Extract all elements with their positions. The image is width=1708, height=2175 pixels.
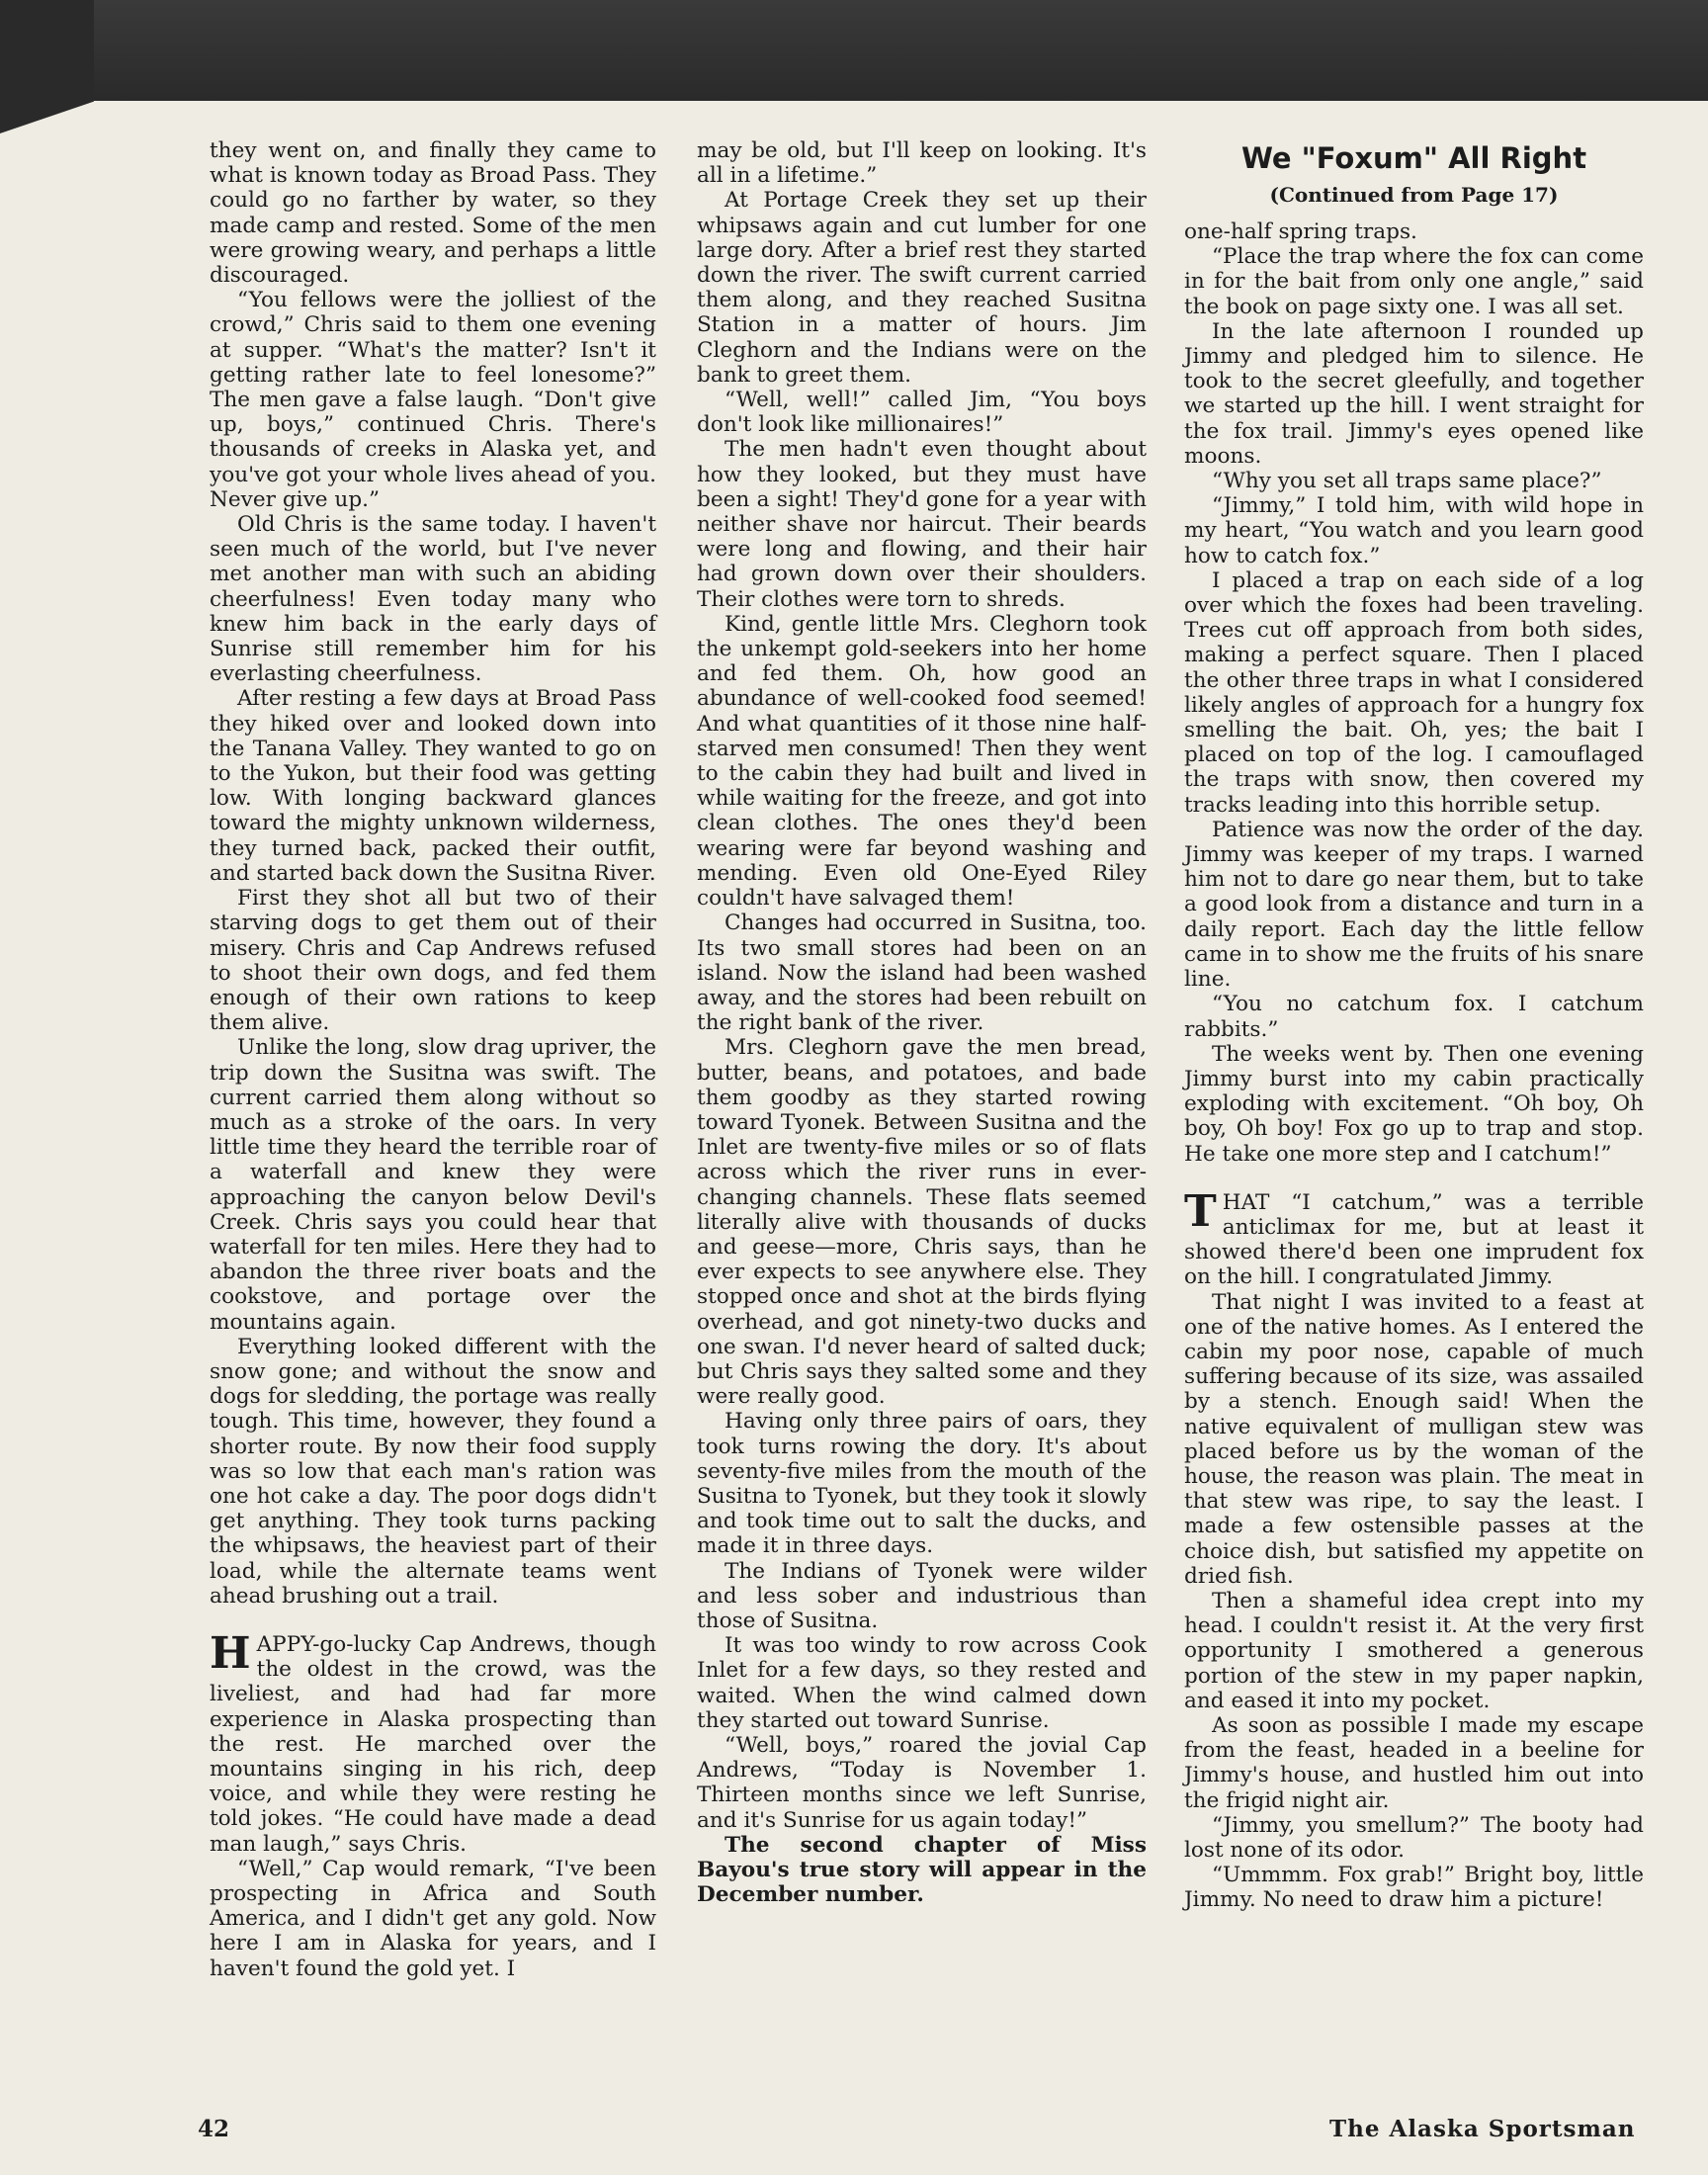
paragraph: Having only three pairs of oars, they took turns rowing the dory. It's about seventy-five miles from the mouth of the Susitna to Tyonek, but they took it slowly and took time out to salt the ducks, and made it in three days. — [697, 1409, 1147, 1559]
paragraph: That night I was invited to a feast at one of the native homes. As I entered the cabin my poor nose, capable of much suffering because of its size, was assailed by a stench. Enough said! When the native equivalent of mulligan stew was placed before us by the woman of the house, the reason was plain. The meat in that stew was ripe, to say the least. I made a few ostensible passes at the choice dish, but satisfied my appetite on dried fish. — [1184, 1289, 1644, 1589]
paragraph: Unlike the long, slow drag upriver, the trip down the Susitna was swift. The current carried them along without so much as a stroke of the oars. In very little time they heard the terrible roar of a waterfall and knew they were approaching the canyon below Devil's Creek. Chris says you could hear that waterfall for ten miles. Here they had to abandon the three river boats and the cookstove, and portage over the mountains again. — [210, 1035, 656, 1335]
paragraph: Patience was now the order of the day. Jimmy was keeper of my traps. I warned him not to dare go near them, but to take a good look from a distance and turn in a daily report. Each day the little fellow came in to show me the fruits of his snare line. — [1184, 817, 1644, 993]
paragraph: one-half spring traps. — [1184, 219, 1417, 244]
drop-cap: T — [1184, 1185, 1217, 1237]
paragraph: they went on, and finally they came to what is known today as Broad Pass. They could go no farther by water, so they made camp and rested. Some of the men were growing weary, and perhaps a little discouraged. — [210, 138, 656, 289]
paragraph: Changes had occurred in Susitna, too. Its two small stores had been on an island. Now the island had been washed away, and the stores had been rebuilt on the right bank of the river. — [697, 911, 1147, 1036]
paragraph: First they shot all but two of their starving dogs to get them out of their misery. Chris and Cap Andrews refused to shoot their own dogs, and fed them enough of their own rations to keep them alive. — [210, 886, 656, 1036]
paragraph: Everything looked different with the snow gone; and without the snow and dogs for sledding, the portage was really tough. This time, however, they found a shorter route. By now their food supply was so low that each man's ration was one hot cake a day. The poor dogs didn't get anything. They took turns packing the whipsaws, the heaviest part of their load, while the alternate teams went ahead brushing out a trail. — [210, 1334, 656, 1609]
column-1 — [210, 138, 656, 1981]
paragraph: I placed a trap on each side of a log over which the foxes had been traveling. Trees cut off approach from both sides, making a perfect square. Then I placed the other three traps in what I considered likely angles of approach for a hungry fox smelling the bait. Oh, yes; the bait I placed on top of the log. I camouflaged the traps with snow, then covered my tracks leading into this horrible setup. — [1184, 567, 1644, 818]
paragraph: Old Chris is the same today. I haven't seen much of the world, but I've never met another man with such an abiding cheerfulness! Even today many who knew him back in the early days of Sunrise still remember him for his everlasting cheerfulness. — [210, 512, 656, 687]
paragraph: Kind, gentle little Mrs. Cleghorn took the unkempt gold-seekers into her home and fed them. Oh, how good an abundance of well-cooked food seemed! And what quantities of it those nine half-starved men consumed! Then they went to the cabin they had built and lived in while waiting for the freeze, and got into clean clothes. The ones they'd been wearing were far beyond washing and mending. Even old One-Eyed Riley couldn't have salvaged them! — [697, 611, 1147, 912]
paragraph: “Jimmy, you smellum?” The booty had lost none of its odor. — [1184, 1812, 1644, 1863]
section-break — [210, 1609, 656, 1632]
paragraph: It was too windy to row across Cook Inlet for a few days, so they rested and waited. When the wind calmed down they started out toward Sunrise. — [697, 1633, 1147, 1733]
section-break — [1184, 1167, 1644, 1190]
paragraph: “Jimmy,” I told him, with wild hope in my heart, “You watch and you learn good how to catch fox.” — [1184, 493, 1644, 568]
continuation-note: The second chapter of Miss Bayou's true story will appear in the December number. — [697, 1832, 1147, 1908]
dropcap-paragraph — [1184, 1185, 1644, 1290]
magazine-name: The Alaska Sportsman — [1329, 2116, 1636, 2142]
paragraph: “Ummmm. Fox grab!” Bright boy, little Jimmy. No need to draw him a picture! — [1184, 1863, 1644, 1913]
paragraph: “Place the trap where the fox can come in for the bait from only one angle,” said the book on page sixty one. I was all set. — [1184, 244, 1644, 319]
paragraph: As soon as possible I made my escape from the feast, headed in a beeline for Jimmy's house, and hustled him out into the frigid night air. — [1184, 1712, 1644, 1813]
paragraph: The men hadn't even thought about how they looked, but they must have been a sight! They'd gone for a year with neither shave nor haircut. Their beards were long and flowing, and their hair had grown down over their shoulders. Their clothes were torn to shreds. — [697, 437, 1147, 612]
dropcap-text: HAT “I catchum,” was a terrible anticlimax for me, but at least it showed there'd been one imprudent fox on the hill. I congratulated Jimmy. — [1184, 1189, 1644, 1290]
continued-from: (Continued from Page 17) — [1269, 183, 1559, 207]
paragraph: Then a shameful idea crept into my head. I couldn't resist it. At the very first opportunity I smothered a generous portion of the stew in my paper napkin, and eased it into my pocket. — [1184, 1588, 1644, 1713]
paragraph: The weeks went by. Then one evening Jimmy burst into my cabin practically exploding with excitement. “Oh boy, Oh boy, Oh boy! Fox go up to trap and stop. He take one more step and I catchum!” — [1184, 1041, 1644, 1167]
paragraph: After resting a few days at Broad Pass they hiked over and looked down into the Tanana Valley. They wanted to go on to the Yukon, but their food was getting low. With longing backward glances toward the mighty unknown wilderness, they turned back, packed their outfit, and started back down the Susitna River. — [210, 686, 656, 886]
dropcap-text: APPY-go-lucky Cap Andrews, though the oldest in the crowd, was the liveliest, and had had far more experience in Alaska prospecting than the rest. He marched over the mountains singing in his rich, deep voice, and while they were resting he told jokes. “He could have made a dead man laugh,” says Chris. — [210, 1631, 656, 1857]
paragraph: In the late afternoon I rounded up Jimmy and pledged him to silence. He took to the secret gleefully, and together we started up the hill. I went straight for the fox trail. Jimmy's eyes opened like moons. — [1184, 318, 1644, 469]
paragraph: “Well,” Cap would remark, “I've been prospecting in Africa and South America, and I didn't get any gold. Now here I am in Alaska for years, and I haven't found the gold yet. I — [210, 1856, 656, 1981]
paragraph: Mrs. Cleghorn gave the men bread, butter, beans, and potatoes, and bade them goodby as they started rowing toward Tyonek. Between Susitna and the Inlet are twenty-five miles or so of flats across which the river runs in ever-changing channels. These flats seemed literally alive with thousands of ducks and geese—more, Chris says, than he ever expects to see anywhere else. They stopped once and shot at the birds flying overhead, and got ninety-two ducks and one swan. I'd never heard of salted duck; but Chris says they salted some and they were really good. — [697, 1035, 1147, 1410]
paragraph: “You fellows were the jolliest of the crowd,” Chris said to them one evening at supper. “What's the matter? Isn't it getting rather late to feel lonesome?” The men gave a false laugh. “Don't give up, boys,” continued Chris. There's thousands of creeks in Alaska yet, and you've got your whole lives ahead of you. Never give up.” — [210, 288, 656, 512]
paragraph: “Well, boys,” roared the jovial Cap Andrews, “Today is November 1. Thirteen months since we left Sunrise, and it's Sunrise for us again today!” — [697, 1733, 1147, 1833]
dropcap-paragraph — [210, 1627, 656, 1857]
paragraph: The Indians of Tyonek were wilder and less sober and industrious than those of Susitna. — [697, 1558, 1147, 1633]
page-number: 42 — [198, 2116, 230, 2142]
column-3 — [1184, 140, 1644, 1913]
paragraph: may be old, but I'll keep on looking. It's all in a lifetime.” — [697, 138, 1147, 189]
paragraph: “You no catchum fox. I catchum rabbits.” — [1184, 992, 1644, 1042]
top-corner-shadow — [0, 0, 94, 133]
drop-cap: H — [210, 1627, 251, 1679]
paragraph: “Well, well!” called Jim, “You boys don't look like millionaires!” — [697, 388, 1147, 438]
top-scan-band — [54, 0, 1708, 101]
paragraph: At Portage Creek they set up their whipsaws again and cut lumber for one large dory. After a brief rest they started down the river. The swift current carried them along, and they reached Susitna Station in a matter of hours. Jim Cleghorn and the Indians were on the bank to greet them. — [697, 188, 1147, 388]
article-title: We "Foxum" All Right — [1240, 141, 1587, 175]
paragraph: “Why you set all traps same place?” — [1212, 469, 1602, 494]
column-2 — [697, 138, 1147, 1907]
